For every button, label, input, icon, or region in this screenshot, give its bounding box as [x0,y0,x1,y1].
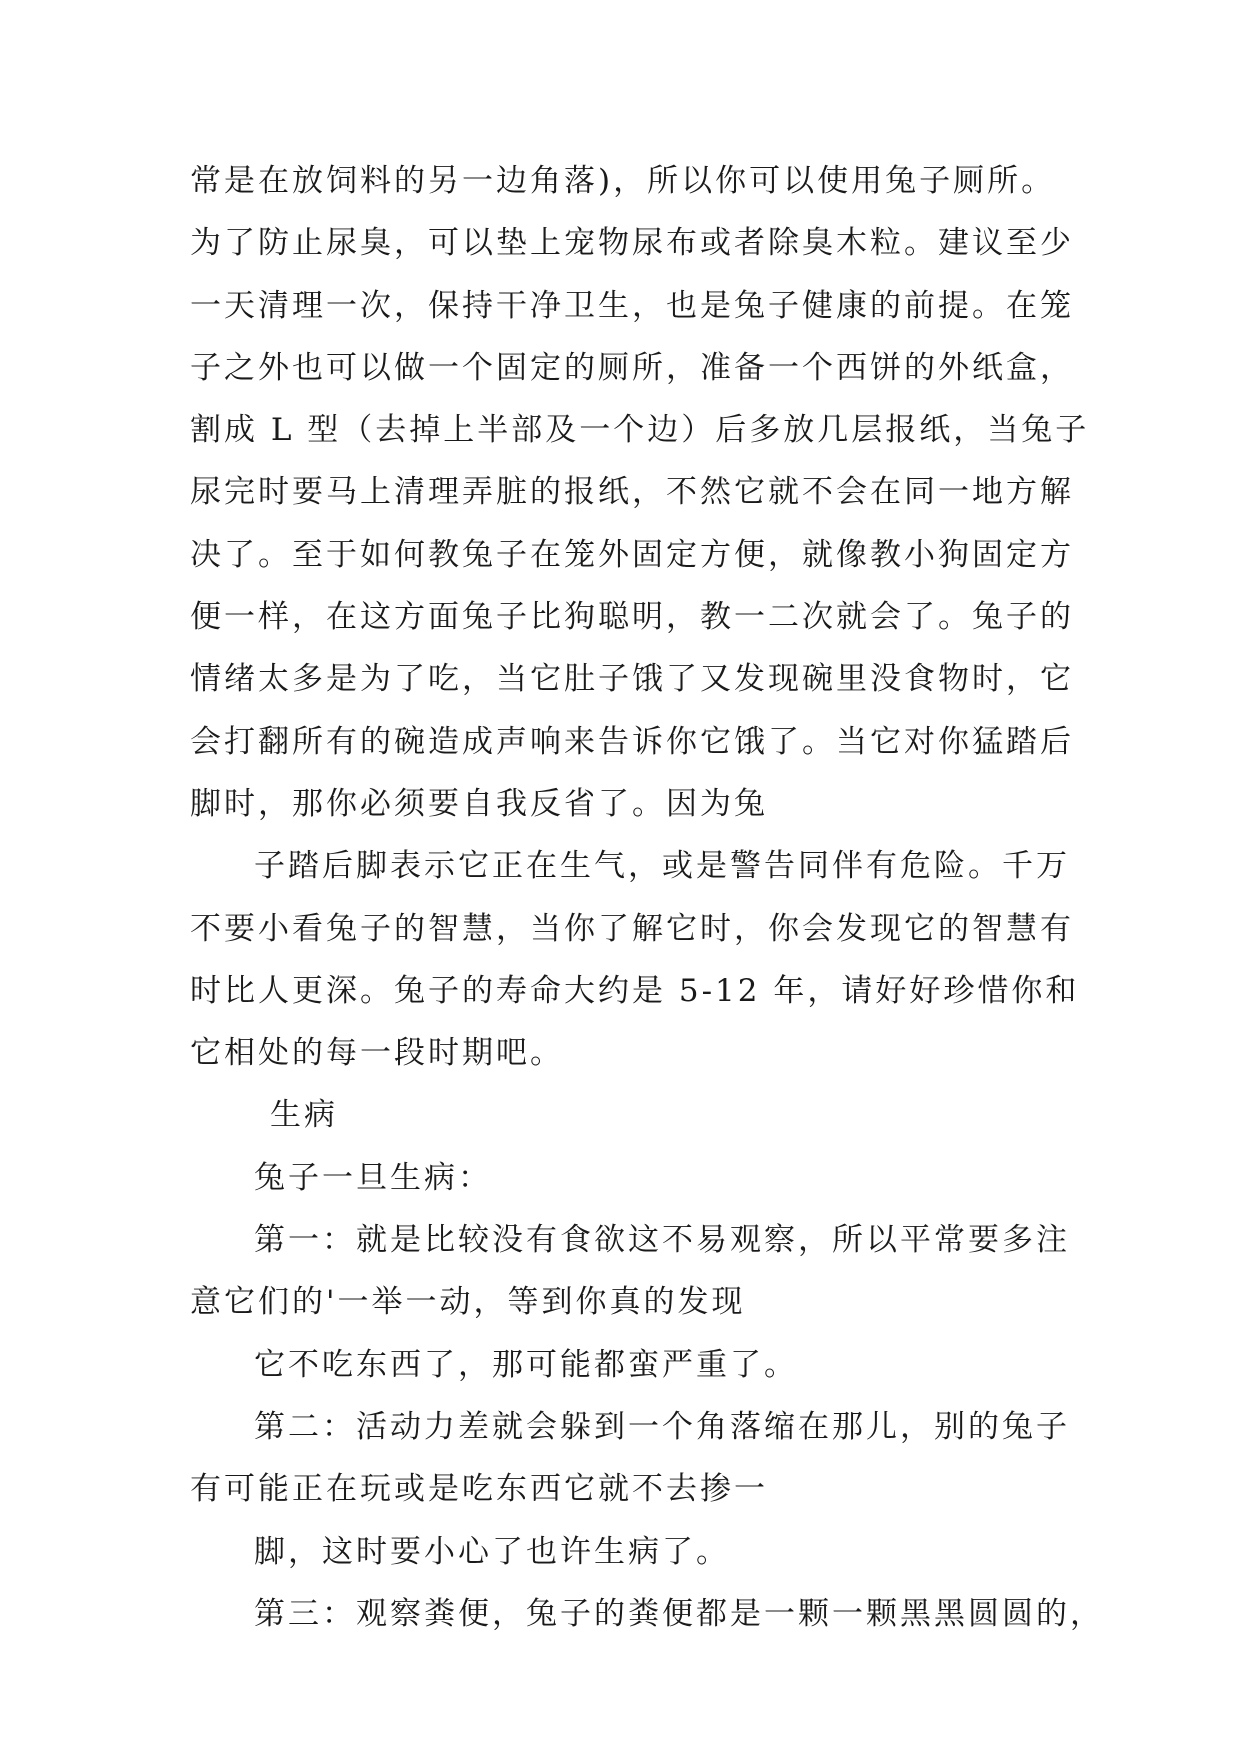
text-line: 第一：就是比较没有食欲这不易观察，所以平常要多注 [254,1222,1070,1259]
text-line: 它相处的每一段时期吧。 [190,1035,564,1072]
text-line: 有可能正在玩或是吃东西它就不去掺一 [190,1471,768,1508]
text-line: 时比人更深。兔子的寿命大约是 5-12 年，请好好珍惜你和 [190,972,1080,1009]
text-line: 意它们的'一举一动，等到你真的发现 [190,1284,746,1321]
text-line: 第二：活动力差就会躲到一个角落缩在那儿，别的兔子 [254,1408,1070,1445]
text-line: 便一样，在这方面兔子比狗聪明，教一二次就会了。兔子的 [190,599,1074,636]
text-line: 子踏后脚表示它正在生气，或是警告同伴有危险。千万 [254,848,1070,885]
text-line: 一天清理一次，保持干净卫生，也是兔子健康的前提。在笼 [190,287,1074,324]
text-line: 不要小看兔子的智慧，当你了解它时，你会发现它的智慧有 [190,910,1074,947]
text-line: 情绪太多是为了吃，当它肚子饿了又发现碗里没食物时，它 [190,661,1074,698]
text-line: 会打翻所有的碗造成声响来告诉你它饿了。当它对你猛踏后 [190,723,1074,760]
text-line: 兔子一旦生病： [254,1159,492,1196]
text-line: 常是在放饲料的另一边角落)，所以你可以使用兔子厕所。 [190,163,1056,199]
text-line: 割成 L 型（去掉上半部及一个边）后多放几层报纸，当兔子 [190,412,1090,449]
text-line: 它不吃东西了，那可能都蛮严重了。 [254,1346,798,1383]
text-line: 尿完时要马上清理弄脏的报纸，不然它就不会在同一地方解 [190,474,1074,511]
document-body [190,150,1104,1645]
text-line: 脚时，那你必须要自我反省了。因为兔 [190,785,768,822]
section-heading: 生病 [270,1097,338,1134]
text-line: 为了防止尿臭，可以垫上宠物尿布或者除臭木粒。建议至少 [190,225,1074,262]
text-line: 第三：观察粪便，兔子的粪便都是一颗一颗黑黑圆圆的， [254,1595,1104,1632]
text-line: 子之外也可以做一个固定的厕所，准备一个西饼的外纸盒， [190,349,1074,386]
text-line: 脚，这时要小心了也许生病了。 [254,1533,730,1570]
text-line: 决了。至于如何教兔子在笼外固定方便，就像教小狗固定方 [190,536,1074,573]
